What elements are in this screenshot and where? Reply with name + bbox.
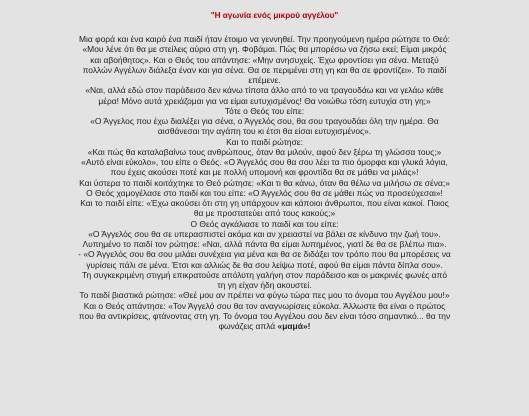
paragraph-1 [6,34,523,85]
text-line: «Μου λένε ότι θα με στείλεις αύριο στη γη. Φοβάμαι. Πώς θα μπορέσω να ζήσω εκεί; Είμαι μικρός [82,44,447,55]
text-line: Και το παιδί είπε: «Έχω ακούσει ότι στη γη υπάρχουν και κάποιοι άνθρωποι, που είναι κακοί. Ποιος [80,198,449,208]
paragraph-3 [6,116,523,147]
text-line: Μια φορά και ένα καιρό ένα παιδί ήταν έτοιμο να γεννηθεί. Την προηγούμενη ημέρα ρώτησε το Θεό: [79,34,450,44]
story-title: "Η αγωνία ενός μικρού αγγέλου" [210,11,339,20]
text-line: που έχεις ακούσει ποτέ και με πολλή υπομονή και φροντίδα θα σε μάθει να μιλάς»! [110,167,419,178]
story-body [6,34,523,331]
text-line: «Ο Άγγελός σου θα σε υπερασπιστεί ακόμα και αν χρειαστεί να βάλει σε κίνδυνο την ζωή του». [88,228,441,239]
text-line: επέμενε. [248,75,281,85]
text-line: θα με προστατεύει από τους κακούς;» [193,208,336,219]
text-line: γυρίσεις πάλι σε μένα. Έτσι και αλλιώς δε θα σου λείψω ποτέ, αφού θα είμαι πάντα δίπλα σου». [86,259,443,270]
paragraph-6 [6,290,523,331]
text-line: Τη συγκεκριμένη στιγμή επικρατούσε απόλυτη γαλήνη στον παράδεισο και οι μακρινές φωνές από [81,269,448,280]
closing-line [6,321,523,331]
closing-text: φωνάζεις απλά [218,321,278,331]
text-line: Ο Θεός χαμογέλασε στο παιδί και του είπε: «Ο Άγγελός σου θα σε μάθει πώς να προσεύχεσαι»! [86,187,443,198]
text-line: τη γη είχαν ήδη ακουστεί. [217,280,312,290]
paragraph-2 [6,85,523,116]
text-line: - «Ο Άγγελός σου θα σου μιλάει συνέχεια για μένα και θα σε διδάξει τον τρόπο που θα μπορέσεις να [78,249,451,260]
text-line: «Ναι, αλλά εδώ στον παράδεισο δεν κάνω τίποτα άλλο από το να τραγουδάω και να γελάω κάθε [85,85,444,96]
text-line: Και ο Θεός απάντησε: «Τον Άγγελό σου θα τον αναγνωρίσεις εύκολα. Άλλωστε θα είναι ο πρώτος [83,300,446,311]
text-line: Λυπημένο το παιδί τον ρώτησε: «Ναι, αλλά πάντα θα είμαι λυπημένος, γιατί δε θα σε βλέπω πια». [82,239,447,249]
text-line: αισθάνεσαι την αγάπη του κι έτσι θα είσαι ευτυχισμένος». [157,126,372,137]
text-line: «Αυτό είναι εύκολο», του είπε ο Θεός. «Ο Άγγελός σου θα σου λέει τα πιο όμορφα και γλυκά λόγια, [81,157,448,167]
text-line: Το παιδί βιαστικά ρώτησε: «Θεέ μου αν πρέπει να φύγω τώρα πες μου το όνομα του Αγγέλου μου!» [79,290,450,301]
text-line: που θα αντικρίσεις, φτάνοντας στη γη. Το όνομα του Αγγέλου σου δεν είναι τόσο σημαντικό... θα την [78,310,451,321]
text-line: Τότε ο Θεός του είπε: [224,105,305,116]
text-line: πολλών Αγγέλων διάλεξα έναν και για σένα. Θα σε περιμένει στη γη και θα σε φροντίζει». Το παιδί [82,64,447,75]
text-line: και αβοήθητος». Και ο Θεός του απάντησε: «Μην ανησυχείς. Έχω φροντίσει για σένα. Μεταξύ [90,54,439,65]
closing-word: «μαμά»! [277,321,311,331]
paragraph-5 [6,229,523,291]
text-line: μέρα! Μόνο αυτά χρειάζομαι για να είμαι ευτυχισμένος! Θα νοιώθω τόση ευτυχία στη γη;» [98,95,431,106]
text-line: Και το παιδί ρώτησε: [226,136,303,147]
text-line: Και ύστερα το παιδί κοιτάχτηκε το Θεό ρώτησε: «Και τι θα κάνω, όταν θα θέλω να μιλήσω σε σένα;» [79,177,450,188]
paragraph-4 [6,147,523,229]
text-line: Ο Θεός αγκάλιασε το παιδί και του είπε: [190,218,339,229]
text-line: «Και πώς θα καταλαβαίνω τους ανθρώπους, όταν θα μιλούν, αφού δεν ξέρω τη γλώσσα τους;» [87,146,442,157]
text-line: «Ο Άγγελος που έχω διαλέξει για σένα, ο Άγγελός σου, θα σου τραγουδάει όλη την ημέρα. Θα [90,116,439,126]
